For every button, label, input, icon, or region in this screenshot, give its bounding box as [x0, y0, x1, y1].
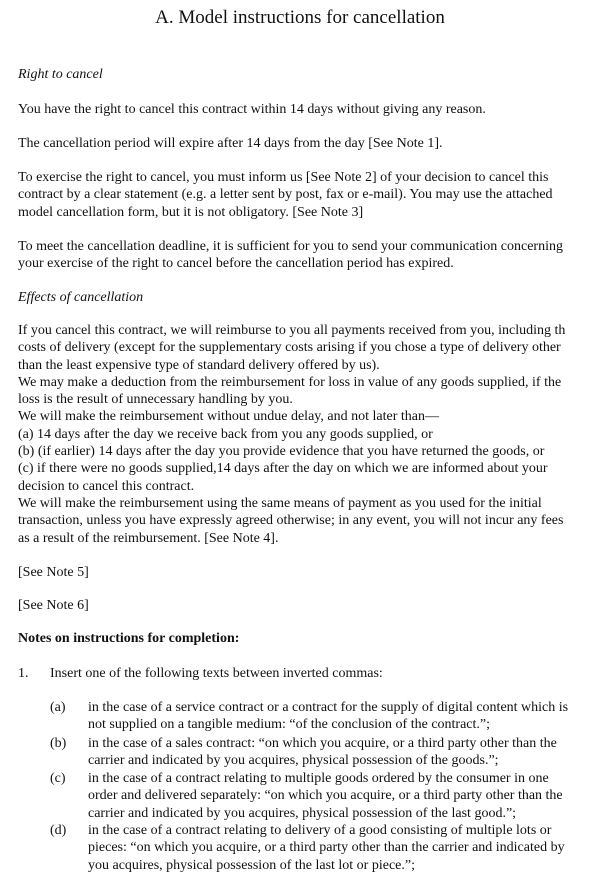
item-label: (d) [50, 823, 67, 838]
text-line: (c) if there were no goods supplied,14 days after the day on which we are informed about your [18, 461, 548, 477]
text-line: carrier and indicated by you acquires, physical possession of the last good.”; [88, 805, 517, 821]
paragraph [18, 322, 598, 547]
text-line: model cancellation form, but it is not obligatory. [See Note 3] [18, 204, 364, 220]
text-line: order and delivered separately: “on which you acquire, or a third party other than the [88, 788, 563, 804]
item-label: (a) [50, 700, 66, 715]
text-line: as a result of the reimbursement. [See Note 4]. [18, 530, 279, 546]
item-label: (c) [50, 771, 66, 786]
text-line: your exercise of the right to cancel before the cancellation period has expired. [18, 256, 454, 272]
section-heading-right-to-cancel: Right to cancel [18, 67, 103, 82]
item-text [88, 770, 598, 822]
text-line: not supplied on a tangible medium: “of the conclusion of the contract.”; [88, 717, 491, 733]
section-heading-effects: Effects of cancellation [18, 290, 144, 305]
text-line: in the case of a contract relating to delivery of a good consisting of multiple lots or [88, 823, 552, 838]
note-reference: [See Note 6] [18, 598, 89, 613]
text-line: loss is the result of unnecessary handling by you. [18, 392, 293, 408]
text-line: To exercise the right to cancel, you must inform us [See Note 2] of your decision to cancel this [18, 170, 549, 185]
item-label: (b) [50, 736, 67, 751]
page-title: A. Model instructions for cancellation [155, 7, 445, 28]
text-line: transaction, unless you have expressly agreed otherwise; in any event, you will not incur any fees [18, 513, 564, 529]
text-line: (a) 14 days after the day we receive back from you any goods supplied, or [18, 426, 433, 442]
text-line: We will make the reimbursement using the same means of payment as you used for the initial [18, 495, 542, 511]
text-line: We may make a deduction from the reimbursement for loss in value of any goods supplied, if the [18, 374, 562, 390]
text-line: (b) (if earlier) 14 days after the day you provide evidence that you have returned the goods, or [18, 444, 545, 460]
text-line: you acquires, physical possession of the last lot or piece.”; [88, 857, 415, 873]
note-number: 1. [18, 666, 29, 681]
text-line: in the case of a service contract or a contract for the supply of digital content which is [88, 700, 569, 715]
item-text [88, 699, 598, 734]
text-line: than the least expensive type of standard delivery offered by us). [18, 357, 380, 373]
text-line: carrier and indicated by you acquires, physical possession of the goods.”; [88, 753, 499, 769]
text-line: We will make the reimbursement without undue delay, and not later than— [18, 409, 439, 425]
text-line: decision to cancel this contract. [18, 478, 195, 494]
text-line: in the case of a contract relating to multiple goods ordered by the consumer in one [88, 771, 549, 786]
note-text: Insert one of the following texts between inverted commas: [50, 666, 383, 681]
paragraph [18, 169, 598, 221]
text-line: To meet the cancellation deadline, it is sufficient for you to send your communication concerning [18, 239, 563, 254]
text-line: If you cancel this contract, we will reimburse to you all payments received from you, including th [18, 323, 566, 338]
item-text [88, 822, 598, 874]
text-line: contract by a clear statement (e.g. a letter sent by post, fax or e-mail). You may use the attached [18, 187, 553, 203]
text-line: in the case of a sales contract: “on which you acquire, or a third party other than the [88, 736, 557, 751]
notes-heading: Notes on instructions for completion: [18, 631, 240, 646]
item-text [88, 735, 598, 770]
paragraph: You have the right to cancel this contract within 14 days without giving any reason. [18, 102, 486, 117]
text-line: pieces: “on which you acquire, or a third party other than the carrier and indicated by [88, 840, 565, 856]
note-reference: [See Note 5] [18, 565, 89, 580]
paragraph: The cancellation period will expire after 14 days from the day [See Note 1]. [18, 136, 443, 151]
paragraph [18, 238, 598, 273]
text-line: costs of delivery (except for the supplementary costs arising if you chose a type of delivery other [18, 340, 561, 356]
